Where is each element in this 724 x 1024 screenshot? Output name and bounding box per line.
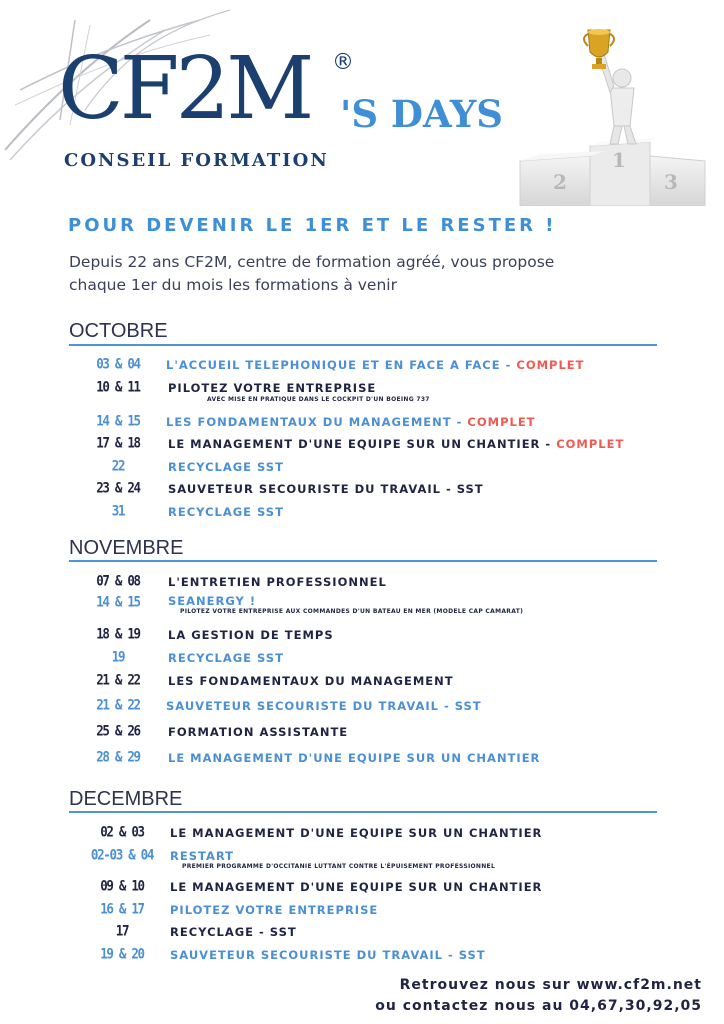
event-title: LA GESTION DE TEMPS: [168, 628, 334, 642]
complet-badge: COMPLET: [556, 437, 625, 451]
event-date: 03 & 04: [96, 354, 140, 373]
event-date: 19: [111, 647, 125, 666]
event-date: 14 & 15: [96, 592, 140, 611]
event-row: [0, 458, 724, 478]
podium-number-3: 3: [664, 170, 678, 194]
event-date: 02 & 03: [100, 822, 144, 841]
event-date: 19 & 20: [100, 944, 144, 963]
footer-contact: ou contactez nous au 04,67,30,92,05: [375, 998, 702, 1014]
podium-number-2: 2: [553, 170, 567, 194]
event-row: [0, 413, 724, 433]
event-title: SAUVETEUR SECOURISTE DU TRAVAIL - SST: [166, 699, 482, 713]
event-title: RECYCLAGE SST: [168, 651, 284, 665]
event-date: 14 & 15: [96, 411, 140, 430]
complet-badge: COMPLET: [516, 358, 585, 372]
event-row: [0, 723, 724, 743]
event-row: [0, 946, 724, 966]
event-row: [0, 697, 724, 717]
event-title: PILOTEZ VOTRE ENTREPRISE: [170, 903, 379, 917]
month-title-octobre: OCTOBRE: [69, 320, 168, 342]
logo-text: CF2M: [58, 39, 311, 139]
event-row: [0, 923, 724, 943]
event-title: RECYCLAGE SST: [168, 460, 284, 474]
event-row: [0, 356, 724, 376]
event-date: 10 & 11: [96, 377, 140, 396]
event-note: AVEC MISE EN PRATIQUE DANS LE COCKPIT D'UN BOEING 737: [207, 396, 430, 403]
event-title: L'ENTRETIEN PROFESSIONNEL: [168, 575, 387, 589]
event-row: [0, 573, 724, 593]
intro-text: [69, 251, 629, 297]
event-title: SAUVETEUR SECOURISTE DU TRAVAIL - SST: [168, 482, 484, 496]
registered-mark: ®: [332, 50, 354, 75]
event-title: LES FONDAMENTAUX DU MANAGEMENT: [168, 674, 454, 688]
event-note: PILOTEZ VOTRE ENTREPRISE AUX COMMANDES D'UN BATEAU EN MER (MODELE CAP CAMARAT): [180, 608, 524, 615]
event-title: LE MANAGEMENT D'UNE EQUIPE SUR UN CHANTIER - COMPLET: [168, 437, 625, 451]
event-title: SAUVETEUR SECOURISTE DU TRAVAIL - SST: [170, 948, 486, 962]
event-row: [0, 749, 724, 769]
event-title: RECYCLAGE - SST: [170, 925, 297, 939]
event-row: [0, 878, 724, 898]
event-row: [0, 649, 724, 669]
event-row: [0, 672, 724, 692]
event-title: LE MANAGEMENT D'UNE EQUIPE SUR UN CHANTIER: [170, 826, 543, 840]
footer-website: Retrouvez nous sur www.cf2m.net: [399, 977, 702, 993]
event-title: SEANERGY !: [168, 594, 257, 608]
event-date: 31: [111, 501, 125, 520]
month-divider: [69, 344, 657, 346]
event-row: [0, 480, 724, 500]
event-row: [0, 435, 724, 455]
event-row: [0, 824, 724, 844]
event-title: RESTART: [170, 849, 235, 863]
event-row: [0, 626, 724, 646]
month-title-decembre: DECEMBRE: [69, 788, 183, 810]
event-date: 21 & 22: [96, 670, 140, 689]
intro-line-2: chaque 1er du mois les formations à venir: [69, 276, 397, 294]
event-date: 28 & 29: [96, 747, 140, 766]
event-date: 02-03 & 04: [90, 845, 154, 864]
logo-subtitle: CONSEIL FORMATION: [64, 150, 329, 171]
event-date: 25 & 26: [96, 721, 140, 740]
event-date: 17 & 18: [96, 433, 140, 452]
event-title: L'ACCUEIL TELEPHONIQUE ET EN FACE A FACE - COMPLET: [166, 358, 585, 372]
event-date: 23 & 24: [96, 478, 140, 497]
logo-suffix: 'S DAYS: [340, 92, 504, 136]
intro-line-1: Depuis 22 ans CF2M, centre de formation agréé, vous propose: [69, 253, 555, 271]
event-date: 09 & 10: [100, 876, 144, 895]
podium-trophy-illustration: [510, 16, 710, 206]
month-divider: [69, 811, 657, 813]
event-row: [0, 901, 724, 921]
event-title: LE MANAGEMENT D'UNE EQUIPE SUR UN CHANTIER: [168, 751, 541, 765]
month-divider: [69, 560, 657, 562]
event-title: LES FONDAMENTAUX DU MANAGEMENT - COMPLET: [166, 415, 536, 429]
month-title-novembre: NOVEMBRE: [69, 537, 184, 559]
complet-badge: COMPLET: [467, 415, 536, 429]
event-date: 07 & 08: [96, 571, 140, 590]
event-note: PREMIER PROGRAMME D'OCCITANIE LUTTANT CONTRE L'ÉPUISEMENT PROFESSIONNEL: [182, 863, 496, 870]
event-row: [0, 503, 724, 523]
event-title: PILOTEZ VOTRE ENTREPRISE: [168, 381, 377, 395]
event-date: 17: [115, 921, 129, 940]
event-date: 21 & 22: [96, 695, 140, 714]
event-title: FORMATION ASSISTANTE: [168, 725, 349, 739]
event-date: 18 & 19: [96, 624, 140, 643]
tagline: POUR DEVENIR LE 1ER ET LE RESTER !: [68, 215, 557, 236]
event-title: LE MANAGEMENT D'UNE EQUIPE SUR UN CHANTIER: [170, 880, 543, 894]
podium-number-1: 1: [612, 148, 626, 172]
event-title: RECYCLAGE SST: [168, 505, 284, 519]
event-date: 22: [111, 456, 125, 475]
event-date: 16 & 17: [100, 899, 144, 918]
